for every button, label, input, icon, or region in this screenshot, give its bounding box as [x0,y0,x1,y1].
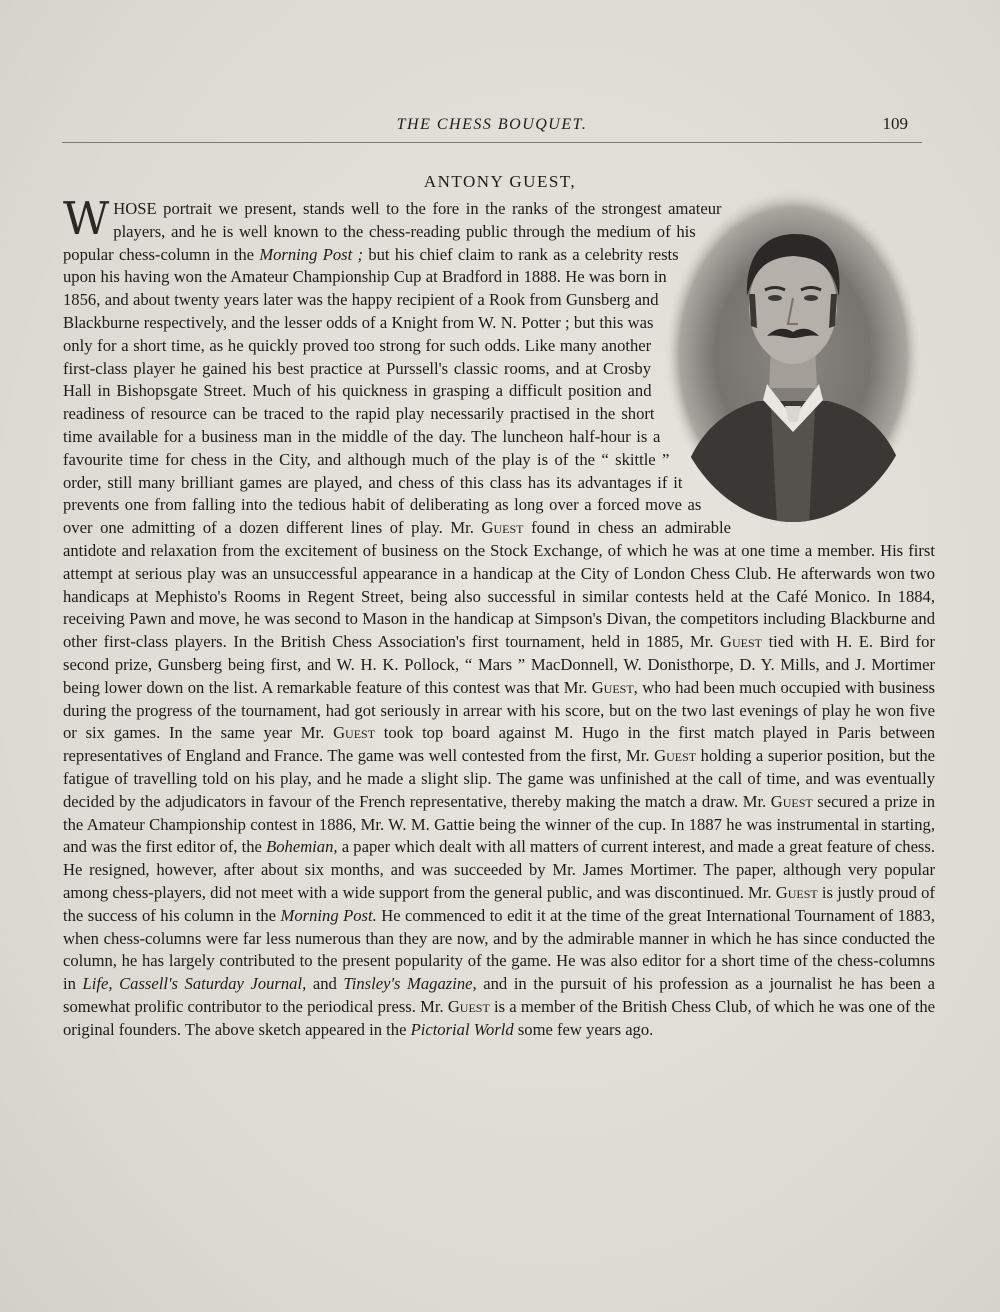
text-segment: secured a prize in the Amateur Championship contest in 1886, Mr. W. M. Gattie being the winner of the cup. In 1887 he was instrumental in starting, and was the first editor of, the [63,791,935,857]
text-segment: and [306,974,344,994]
text-segment: Guest [481,518,524,538]
article-title: ANTONY GUEST, [423,172,577,191]
text-segment: Guest [775,882,818,902]
text-segment: took top board against M. Hugo in the first match played in Paris between representatives of England and France. The game was well contested from the first, Mr. [63,723,936,766]
text-segment: Bohemian, [266,837,338,857]
text-segment: but his chief claim to rank as a celebrity rests upon his having won the Amateur Championship Cup at Bradford in 1888. He was born in 1856, and about twenty years later was the happy recipient of a Rook from Gunsberg and Blackburne respectively, and the lesser odds of a Knight from W. N. Potter ; but this was only for a short time, as he quickly proved too strong for such odds. Like many another first-class player he gained his best practice at Purssell's classic rooms, and at Crosby Hall in Bishopsgate Street. Much of his quickness in grasping a difficult position and readiness of resource can be traced to the rapid play necessarily practised in the short time available for a business man in the middle of the day. The luncheon half-hour is a favourite time for chess in the City, and although much of the play is of the “ skittle ” order, still many brilliant games are played, and chess of this class has its advantages if it prevents one from falling into the tedious habit of deliberating as long over a forced move as over one admitting of a dozen different lines of play. Mr. [63,244,702,538]
page-number: 109 [882,114,908,133]
text-segment: He commenced to edit it at the time of the great International Tournament of 1883, when chess-columns were far less numerous than they are now, and by the admirable manner in which he has since conducted the column, he has largely contributed to the present popularity of the game. He was also editor for a short time of the chess-columns in [63,905,936,994]
text-segment: holding a superior position, but the fatigue of travelling told on his play, and he made a slight slip. The game was unfinished at the call of time, and was eventually decided by the adjudicators in favour of the French representative, thereby making the match a draw. Mr. [63,746,936,811]
text-segment: found in chess an admirable antidote and relaxation from the excitement of business on the Stock Exchange, of which he was at one time a member. His first attempt at serious play was an unsuccessful appearance in a handicap at the City of London Chess Club. He afterwards won two handicaps at Mephisto's Rooms in Regent Street, being also successful in similar contests held at the Café Monico. In 1884, receiving Pawn and move, he was second to Mason in the handicap at Simpson's Divan, the competitors including Blackburne and other first-class players. In the British Chess Association's first tournament, held in 1885, Mr. [63,518,935,652]
article-body [63,192,936,1041]
text-segment: Morning Post ; [259,244,364,264]
text-segment: is a member of the British Chess Club, of which he was one of the original founders. The above sketch appeared in the [63,996,935,1039]
text-segment: Tinsley's Magazine, [343,974,477,994]
text-segment: Guest [654,746,697,766]
portrait-wrap-space [651,198,935,534]
text-segment: Guest [720,632,763,652]
text-segment: and in the pursuit of his profession as a journalist he has been a somewhat prolific contributor to the periodical press. Mr. [63,974,936,1016]
text-segment: tied with H. E. Bird for second prize, Gunsberg being first, and W. H. K. Pollock, “ Mars ” MacDonnell, W. Donisthorpe, D. Y. Mills, and J. Mortimer being lower down on the list. A remarkable feature of this contest was that Mr. [63,632,935,697]
text-segment: Pictorial World [410,1019,514,1039]
text-segment: a paper which dealt with all matters of current interest, and made a great feature of chess. He resigned, however, after about six months, and was succeeded by Mr. James Mortimer. The paper, although very popular among chess-players, did not meet with a wide support from the general public, and was discontinued. Mr. [63,837,935,902]
running-title: THE CHESS BOUQUET. [396,116,588,133]
text-segment: Guest [447,996,490,1016]
text-segment: some few years ago. [513,1019,654,1039]
running-head [62,112,922,143]
text-segment: is justly proud of the success of his column in the [63,882,935,925]
text-segment: , who had been much occupied with business during the progress of the tournament, had got seriously in arrear with his score, but on the two last evenings of play he won five or six games. In the same year Mr. [63,677,935,743]
text-segment: Guest [770,791,813,811]
text-segment: Guest [591,677,634,697]
text-segment: Morning Post. [280,905,377,925]
text-segment: Life, Cassell's Saturday Journal, [82,974,307,994]
text-segment: Guest [333,723,376,743]
drop-cap: W [63,192,110,245]
text-segment: HOSE portrait we present, stands well to the fore in the ranks of the strongest amateur players, and he is well known to the chess-reading public through the medium of his popular chess-column in the [63,199,722,264]
